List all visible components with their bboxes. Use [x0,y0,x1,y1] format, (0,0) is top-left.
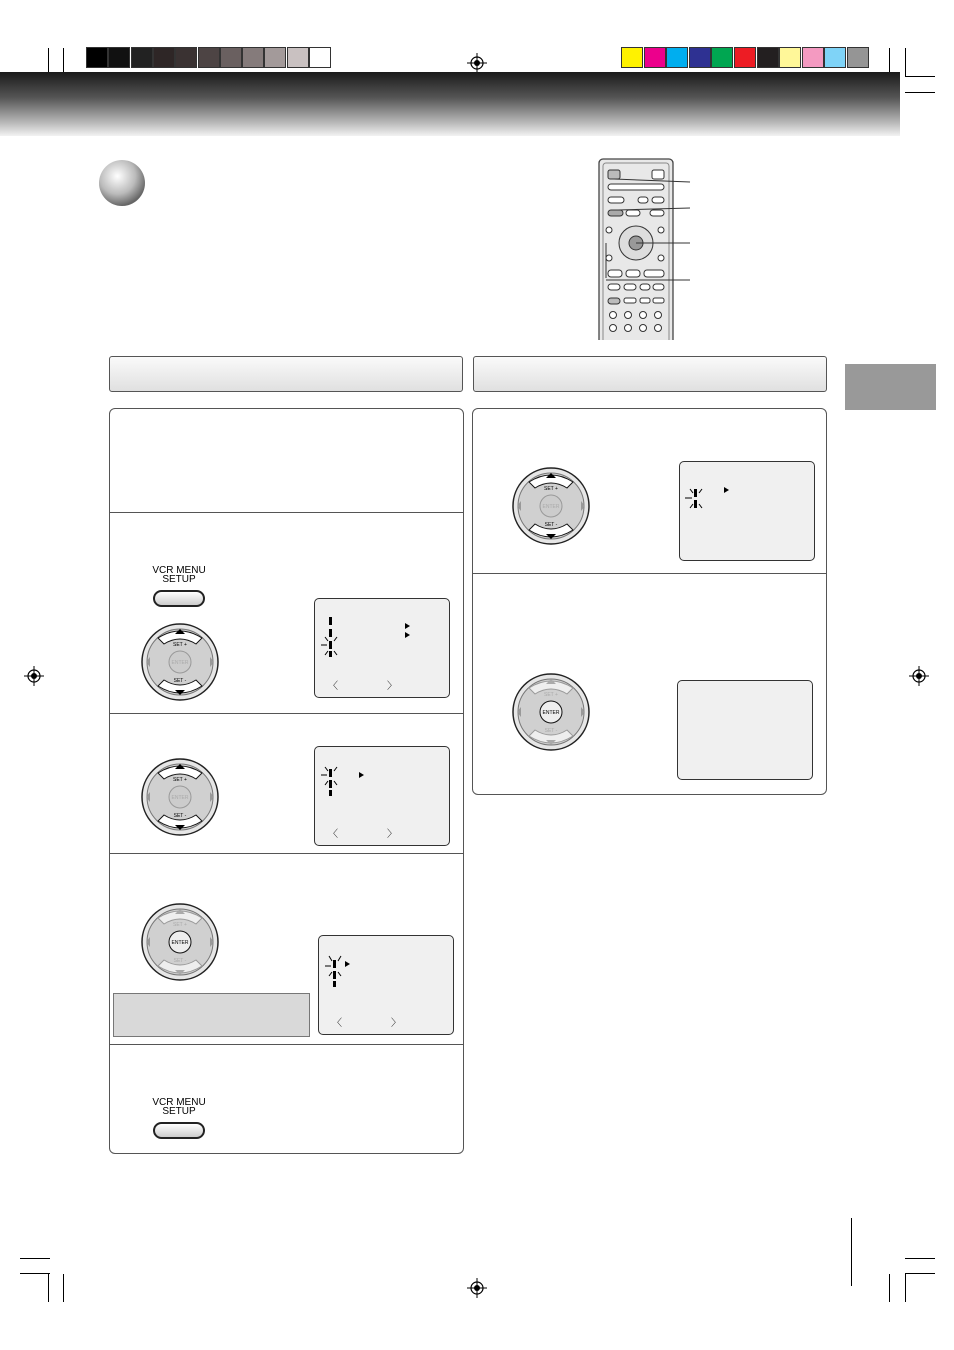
crop-mark [48,1274,49,1302]
label-line: SETUP [162,574,196,585]
dpad-set-plus-label: SET + [173,642,187,648]
svg-text:〉: 〉 [387,681,397,692]
crop-mark [20,1258,50,1259]
osd-screen-right-step2 [677,680,813,780]
label-line: VCR MENU [152,565,206,576]
svg-text:〉: 〉 [391,1018,401,1029]
svg-text:〉: 〉 [387,829,397,840]
vcr-menu-setup-button[interactable] [153,590,205,607]
osd-screen-right-step1 [679,461,815,561]
dpad-enter-label: ENTER [171,940,189,946]
chapter-tab [845,364,936,410]
registration-mark-icon [467,53,487,73]
osd-menu-graphic [315,599,449,697]
step-divider [110,512,463,513]
grayscale-swatch [242,47,264,68]
page-edge-line [851,1218,852,1286]
color-swatch [734,47,756,68]
color-swatch [621,47,643,68]
dpad-set-minus-label: SET - [173,813,187,819]
dpad-set-highlighted[interactable] [511,466,591,551]
dpad-icon [140,622,220,702]
dpad-set-plus-label: SET + [173,777,187,783]
step-divider [110,1044,463,1045]
dpad-set-plus-label: SET + [173,922,187,928]
dpad-set-minus-label: SET - [544,522,558,528]
grayscale-swatch [153,47,175,68]
step-divider [110,853,463,854]
osd-menu-graphic [319,936,453,1034]
grayscale-swatch [108,47,130,68]
registration-mark-icon [467,1278,487,1298]
color-swatch [644,47,666,68]
color-swatch [802,47,824,68]
osd-screen-step4 [318,935,454,1035]
dpad-set-plus-label: SET + [544,486,558,492]
crop-mark [905,1273,935,1274]
grayscale-swatch [309,47,331,68]
vcr-menu-setup-button[interactable] [153,1122,205,1139]
crop-mark [63,1274,64,1302]
header-band [0,72,900,136]
dpad-enter-label: ENTER [542,710,560,716]
svg-text:〈: 〈 [332,1018,342,1029]
crop-mark [905,48,906,76]
registration-mark-icon [24,666,44,686]
crop-mark [905,1274,906,1302]
dpad-icon [511,672,591,752]
grayscale-swatch [198,47,220,68]
dpad-set-plus-label: SET + [544,692,558,698]
dpad-set-minus-label: SET - [173,958,187,964]
dpad-icon [140,757,220,837]
left-section-header [109,356,463,392]
dpad-enter-highlighted[interactable] [511,672,591,757]
dpad-icon [511,466,591,546]
grayscale-swatch [264,47,286,68]
color-swatch [711,47,733,68]
dpad-enter-highlighted[interactable] [140,902,220,987]
vcr-menu-button-label [144,1098,214,1116]
vcr-menu-button-label [144,566,214,584]
dpad-set-minus-label: SET - [544,728,558,734]
crop-mark [889,1274,890,1302]
remote-control-illustration [598,158,694,340]
label-line: SETUP [162,1106,196,1117]
grayscale-swatch [86,47,108,68]
dpad-icon [140,902,220,982]
crop-mark [905,92,935,93]
note-box [113,993,310,1037]
grayscale-swatch [175,47,197,68]
dpad-enter-label: ENTER [542,504,560,510]
dpad-enter-label: ENTER [171,795,189,801]
right-section-header [473,356,827,392]
crop-mark [20,1273,50,1274]
color-swatch [757,47,779,68]
color-swatch [689,47,711,68]
grayscale-swatch [287,47,309,68]
step-divider [473,573,826,574]
svg-text:〈: 〈 [328,681,338,692]
osd-screen-step3 [314,746,450,846]
svg-text:〈: 〈 [328,829,338,840]
dpad-enter-label: ENTER [171,660,189,666]
dpad-set-highlighted[interactable] [140,757,220,842]
dpad-set-highlighted[interactable] [140,622,220,707]
grayscale-swatch [131,47,153,68]
step-divider [110,713,463,714]
registration-mark-icon [909,666,929,686]
dpad-set-minus-label: SET - [173,678,187,684]
osd-menu-graphic [680,462,814,560]
color-swatch [847,47,869,68]
section-bullet-icon [98,159,148,209]
crop-mark [905,1258,935,1259]
crop-mark [905,76,935,77]
grayscale-swatch [220,47,242,68]
osd-screen-step2 [314,598,450,698]
color-swatch [666,47,688,68]
color-swatch [779,47,801,68]
label-line: VCR MENU [152,1097,206,1108]
color-swatch [824,47,846,68]
osd-menu-graphic [315,747,449,845]
